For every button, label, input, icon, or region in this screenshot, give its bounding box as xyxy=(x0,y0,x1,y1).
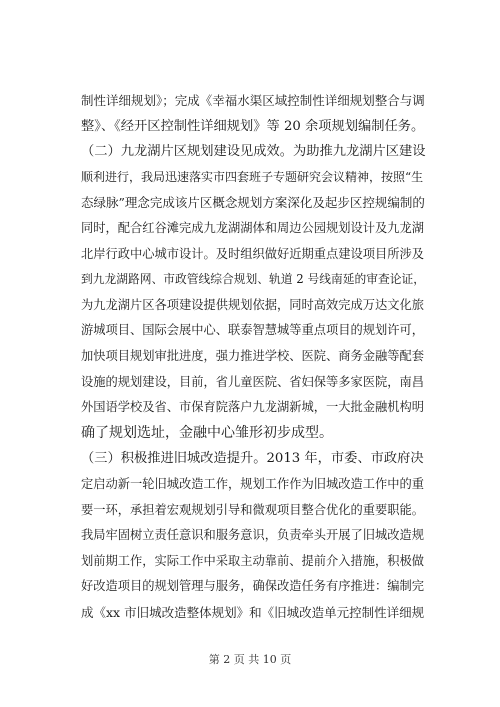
text-line: 外国语学校及省、市保育院落户九龙湖新城，一大批金融机构明 xyxy=(81,400,424,415)
text-line: 确了规划选址，金融中心雏形初步成型。 xyxy=(81,424,333,441)
text-line: （二）九龙湖片区规划建设见成效。为助推九龙湖片区建设 xyxy=(81,144,426,160)
text-line: 划前期工作，实际工作中采取主动靠前、提前介入措施，积极做 xyxy=(81,553,424,568)
text-line: 顺利进行，我局迅速落实市四套班子专题研究会议精神，按照“生 xyxy=(81,169,424,184)
text-line: 好改造项目的规划管理与服务，确保改造任务有序推进：编制完 xyxy=(81,579,424,594)
text-line: 游城项目、国际会展中心、联泰智慧城等重点项目的规划许可， xyxy=(81,323,424,338)
text-line: 态绿脉”理念完成该片区概念规划方案深化及起步区控规编制的 xyxy=(81,195,425,211)
text-line: 北岸行政中心城市设计。及时组织做好近期重点建设项目所涉及 xyxy=(81,246,424,261)
text-line: 制性详细规划》；完成《幸福水渠区域控制性详细规划整合与调 xyxy=(81,93,425,108)
text-line: 成《xx 市旧城改造整体规划》和《旧城改造单元控制性详细规 xyxy=(81,604,425,620)
text-line: （三）积极推进旧城改造提升。2013 年，市委、市政府决 xyxy=(81,451,424,467)
text-line: 整》、《经开区控制性详细规划》等 20 余项规划编制任务。 xyxy=(81,118,425,134)
text-line: 定启动新一轮旧城改造工作，规划工作作为旧城改造工作中的重 xyxy=(81,476,424,491)
text-line: 到九龙湖路网、市政管线综合规划、轨道 2 号线南延的审查论证， xyxy=(81,272,425,287)
text-line: 我局牢固树立责任意识和服务意识，负责牵头开展了旧城改造规 xyxy=(81,528,424,543)
text-line: 加快项目规划审批进度，强力推进学校、医院、商务金融等配套 xyxy=(81,348,424,363)
document-body xyxy=(81,88,427,625)
page-number-footer: 第 2 页 共 10 页 xyxy=(208,653,292,666)
text-line: 要一环，承担着宏观规划引导和微观项目整合优化的重要职能。 xyxy=(81,502,424,517)
text-line: 设施的规划建设，目前，省儿童医院、省妇保等多家医院，南昌 xyxy=(81,374,424,389)
text-line: 为九龙湖片区各项建设提供规划依据，同时高效完成万达文化旅 xyxy=(81,297,424,312)
text-line: 同时，配合红谷滩完成九龙湖湖体和周边公园规划设计及九龙湖 xyxy=(81,220,424,235)
